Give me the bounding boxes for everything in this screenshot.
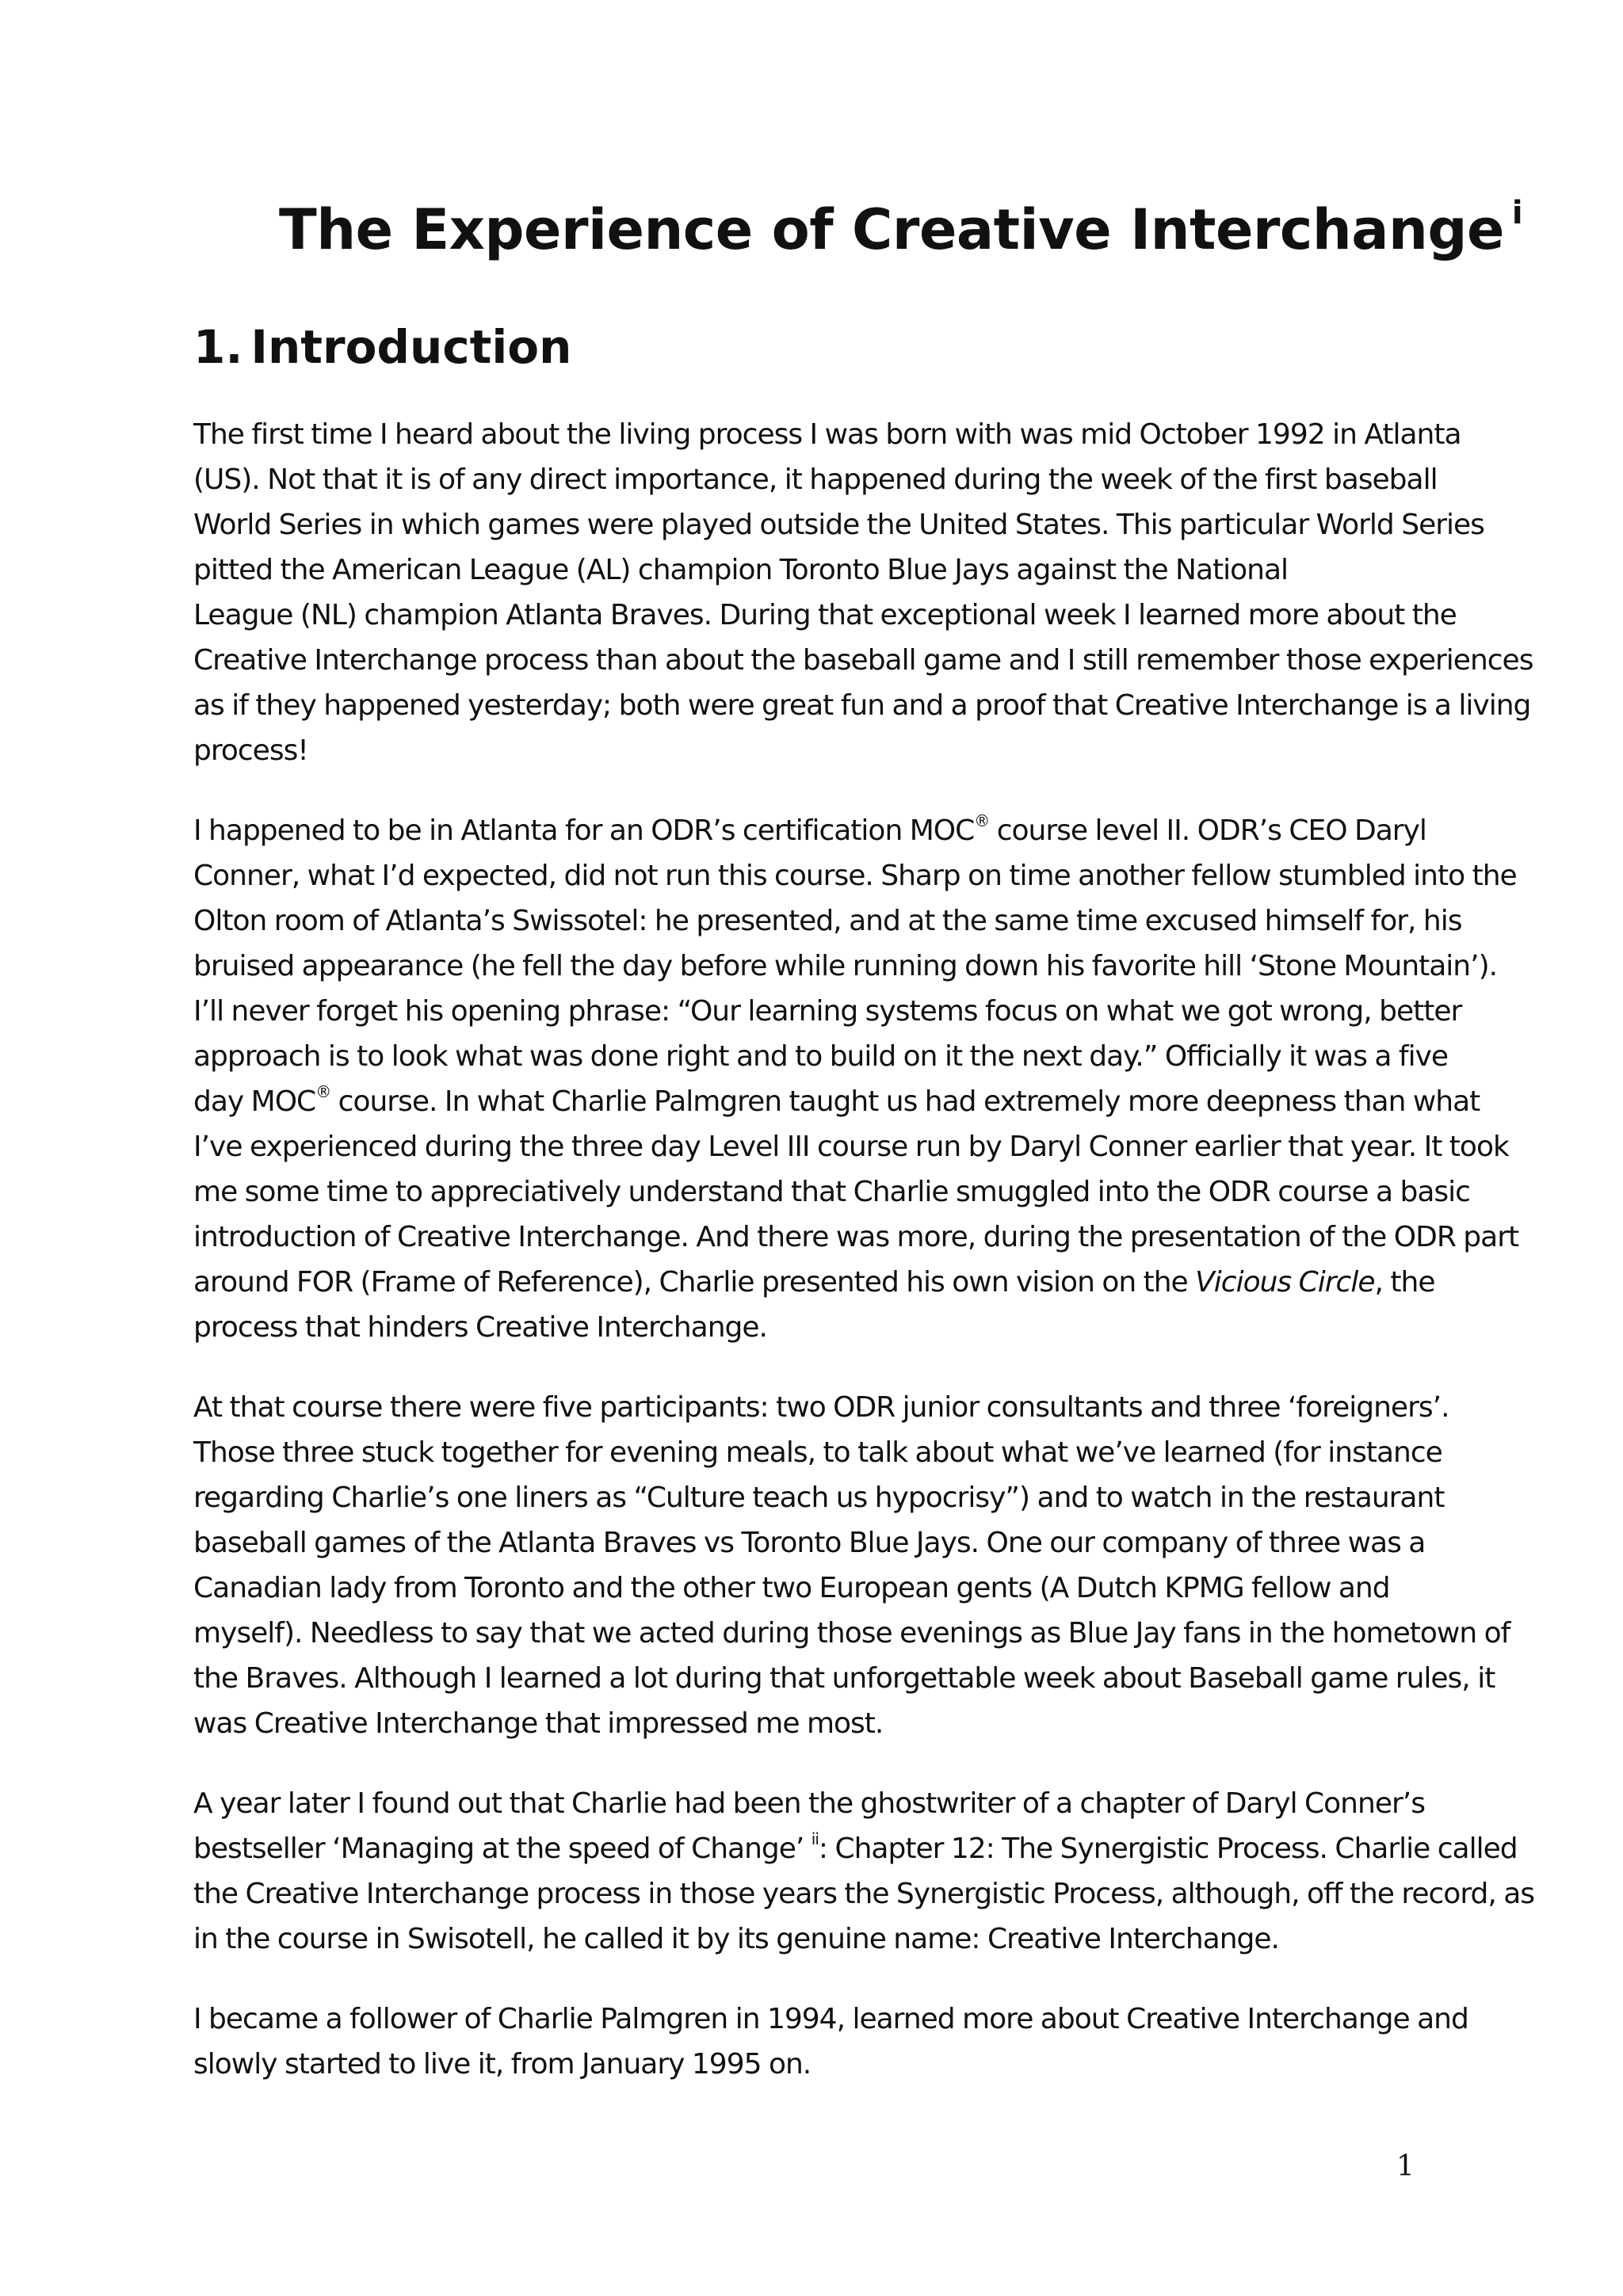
title-footnote-marker[interactable]: i: [1511, 194, 1523, 231]
text-line: regarding Charlie’s one liners as “Culture teach us hypocrisy”) and to watch in the restaurant: [193, 1482, 1445, 1514]
text-line: [193, 1826, 1572, 1871]
text-line: pitted the American League (AL) champion Toronto Blue Jays against the National: [193, 554, 1289, 586]
text-line: me some time to appreciatively understand that Charlie smuggled into the ODR course a basic: [193, 1176, 1470, 1208]
text-line: introduction of Creative Interchange. And there was more, during the presentation of the ODR part: [193, 1221, 1519, 1253]
text-line: World Series in which games were played outside the United States. This particular World Series: [193, 509, 1484, 541]
text-line: process!: [193, 734, 308, 767]
page-number: 1: [1396, 2150, 1415, 2183]
text-line: At that course there were five participants: two ODR junior consultants and three ‘foreigners’.: [193, 1391, 1449, 1424]
paragraph-1: [193, 412, 1572, 773]
text-line: I’ll never forget his opening phrase: “Our learning systems focus on what we got wrong, better: [193, 995, 1462, 1028]
text-line: Those three stuck together for evening meals, to talk about what we’ve learned (for instance: [193, 1436, 1442, 1469]
text-line: I’ve experienced during the three day Level III course run by Daryl Conner earlier that year. It took: [193, 1131, 1509, 1163]
text-line: Olton room of Atlanta’s Swissotel: he presented, and at the same time excused himself for, his: [193, 905, 1462, 937]
text-line: the Braves. Although I learned a lot during that unforgettable week about Baseball game rules, it: [193, 1662, 1495, 1695]
section-number: 1.: [193, 320, 243, 374]
text-line: [193, 808, 1572, 853]
text-line: in the course in Swisotell, he called it by its genuine name: Creative Interchange.: [193, 1923, 1279, 1955]
text-segment: : Chapter 12: The Synergistic Process. Charlie called: [818, 1833, 1518, 1865]
text-line: bruised appearance (he fell the day before while running down his favorite hill ‘Stone Mountain’).: [193, 950, 1498, 982]
section-heading: [193, 315, 571, 379]
paragraph-5: [193, 1997, 1572, 2087]
text-line: League (NL) champion Atlanta Braves. During that exceptional week I learned more about the: [193, 599, 1457, 631]
text-segment: , the: [1374, 1266, 1435, 1299]
text-line: [193, 1260, 1572, 1305]
text-line: was Creative Interchange that impressed me most.: [193, 1707, 884, 1740]
text-segment: course level II. ODR’s CEO Daryl: [989, 814, 1426, 847]
document-title-text: The Experience of Creative Interchange: [279, 197, 1504, 262]
paragraph-4: [193, 1781, 1572, 1962]
text-segment: course. In what Charlie Palmgren taught us had extremely more deepness than what: [330, 1085, 1480, 1118]
text-line: approach is to look what was done right and to build on it the next day.” Officially it was a five: [193, 1040, 1449, 1073]
text-line: slowly started to live it, from January 1995 on.: [193, 2048, 812, 2081]
text-line: [193, 1079, 1572, 1124]
text-line: Creative Interchange process than about the baseball game and I still remember those experiences: [193, 644, 1533, 677]
emphasis-vicious-circle: Vicious Circle: [1195, 1266, 1375, 1299]
registered-mark: ®: [315, 1082, 331, 1101]
text-line: the Creative Interchange process in those years the Synergistic Process, although, off the record, as: [193, 1878, 1535, 1910]
section-title: Introduction: [250, 320, 572, 374]
registered-mark: ®: [974, 811, 990, 830]
text-line: Conner, what I’d expected, did not run this course. Sharp on time another fellow stumbled into the: [193, 860, 1517, 892]
text-line: myself). Needless to say that we acted during those evenings as Blue Jay fans in the hometown of: [193, 1617, 1510, 1650]
text-line: (US). Not that it is of any direct importance, it happened during the week of the first baseball: [193, 463, 1438, 496]
text-segment: bestseller ‘Managing at the speed of Change’: [193, 1833, 812, 1865]
text-line: as if they happened yesterday; both were great fun and a proof that Creative Interchange is a living: [193, 689, 1531, 722]
footnote-marker-ii[interactable]: ii: [811, 1829, 819, 1848]
paragraph-2: [193, 808, 1572, 1350]
paragraph-3: [193, 1385, 1572, 1746]
text-line: process that hinders Creative Interchange.: [193, 1311, 767, 1344]
text-line: A year later I found out that Charlie had been the ghostwriter of a chapter of Daryl Conner’s: [193, 1787, 1425, 1820]
text-line: baseball games of the Atlanta Braves vs Toronto Blue Jays. One our company of three was a: [193, 1527, 1426, 1559]
body-text: [193, 412, 1572, 2122]
text-segment: day MOC: [193, 1085, 316, 1118]
text-segment: around FOR (Frame of Reference), Charlie presented his own vision on the: [193, 1266, 1196, 1299]
text-line: Canadian lady from Toronto and the other two European gents (A Dutch KPMG fellow and: [193, 1572, 1390, 1604]
text-line: I became a follower of Charlie Palmgren in 1994, learned more about Creative Interchange and: [193, 2003, 1468, 2035]
document-title: [279, 190, 1522, 269]
text-segment: I happened to be in Atlanta for an ODR’s certification MOC: [193, 814, 975, 847]
text-line: The first time I heard about the living process I was born with was mid October 1992 in Atlanta: [193, 418, 1461, 451]
